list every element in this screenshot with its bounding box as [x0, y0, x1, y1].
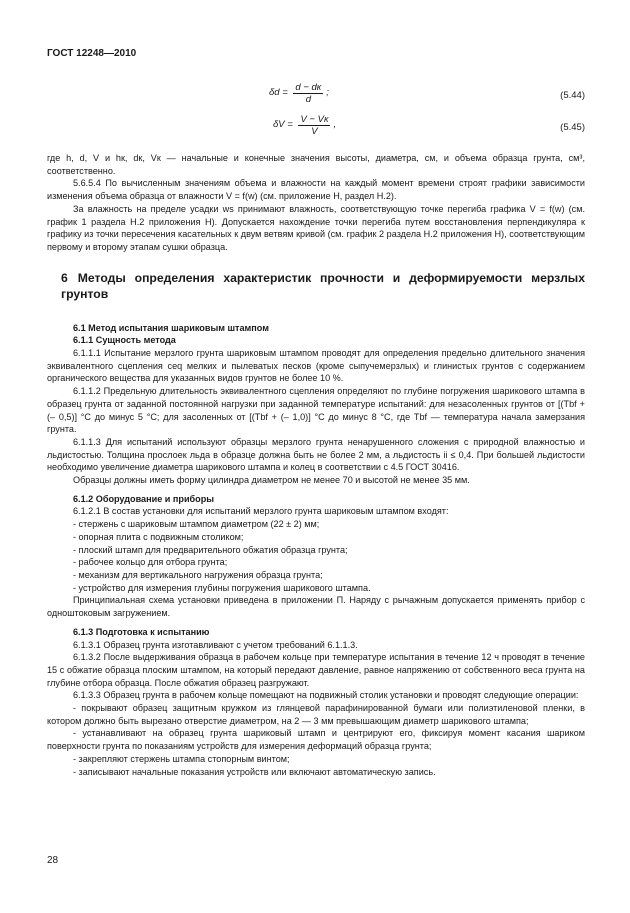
formula-numerator: d − dк: [295, 82, 322, 93]
document-page: [47, 0, 585, 913]
paragraph: Образцы должны иметь форму цилиндра диаметром не менее 70 и высотой не менее 35 мм.: [73, 475, 470, 486]
paragraph: - записывают начальные показания устройств или включают автоматическую запись.: [73, 766, 436, 777]
paragraph: где h, d, V и hк, dк, Vк — начальные и конечные значения высоты, диаметра, см, и объема образца грунта, см³, соответственно.: [47, 153, 585, 176]
subsection-heading: 6.1.2 Оборудование и приборы: [73, 493, 215, 504]
paragraph: 6.1.3.3 Образец грунта в рабочем кольце помещают на подвижный столик установки и проводят следующие операции:: [73, 690, 579, 701]
paragraph: - устройство для измерения глубины погружения шарикового штампа.: [73, 582, 371, 593]
subsection-heading: 6.1.3 Подготовка к испытанию: [73, 626, 210, 637]
section-heading: [47, 270, 585, 302]
paragraph: За влажность на пределе усадки ws принимают влажность, соответствующую точке перегиба графика V = f(w) (см. график 1 раздела Н.2 приложения Н). Допускается нахождение точки перегиба путем восстановления перпендикуляра к графику из точки пересечения касательных к двум ветвям кривой (см. график 2 раздела Н.2 приложения Н), соответствующим первому и второму этапам сушки образца.: [47, 203, 585, 252]
paragraph: 6.1.1.2 Предельную длительность эквивалентного сцепления определяют по глубине погружения шарикового штампа в образец грунта от заданной постоянной нагрузки при заданной температуре испытаний: для незасоленных грунтов от [(Tbf + (– 0,5)] °С до минус 5 °С; для засоленных от [(Tbf + (– 1,0)] °С до минус 8 °С, где Tbf — температура начала замерзания грунта.: [47, 386, 585, 435]
paragraph: - плоский штамп для предварительного обжатия образца грунта;: [73, 544, 348, 555]
paragraph: 6.1.1.1 Испытание мерзлого грунта шариковым штампом проводят для определения предельно длительного значения эквивалентного сцепления ceq мелких и пылеватых песков (кроме сыпучемерзлых) и глинистых грунтов с содержанием органического вещества для указанных видов грунтов не более 10 %.: [47, 348, 585, 384]
formula-5-45: δV = $\frac{V - Vк}{V}$ , (5.45): [273, 114, 585, 137]
subsection-heading: 6.1.1 Сущность метода: [73, 335, 176, 346]
standard-designation: ГОСТ 12248—2010: [47, 48, 137, 59]
paragraph: 6.1.2.1 В состав установки для испытаний мерзлого грунта шариковым штампом входят:: [73, 506, 449, 517]
section-title: Методы определения характеристик прочности и деформируемости мерзлых грунтов: [61, 270, 585, 301]
section-number: 6: [61, 270, 68, 285]
formula-lhs: δV: [273, 119, 285, 131]
paragraph: - рабочее кольцо для отбора грунта;: [73, 557, 228, 568]
document-text: [47, 152, 585, 778]
formula-denominator: d: [305, 94, 311, 105]
formula-5-44: δd = $\frac{d - dк}{d}$ ; (5.44): [269, 82, 585, 105]
paragraph: - механизм для вертикального нагружения образца грунта;: [73, 569, 323, 580]
subsection-heading: 6.1 Метод испытания шариковым штампом: [73, 322, 269, 333]
paragraph: Принципиальная схема установки приведена в приложении П. Наряду с рычажным допускается применять прибор с одноштоковым загружением.: [47, 595, 585, 619]
paragraph: 6.1.3.2 После выдерживания образца в рабочем кольце при температуре испытания в течение 12 ч проводят в течение 15 с обжатие образца плоским штампом, на который передают давление, равное напряжению от собственного веса грунта на глубине отбора образца. После обжатия образец разгружают.: [47, 652, 585, 688]
formula-lhs: δd: [269, 87, 280, 99]
paragraph: 6.1.1.3 Для испытаний используют образцы мерзлого грунта ненарушенного сложения с природной влажностью и льдистостью. Толщина прослоек льда в образце должна быть не более 2 мм, а льдистость ii ≤ 0,4. При большей льдистости необходимо увеличение диаметра шарикового штампа и колец в соответствии с 4.5 ГОСТ 30416.: [47, 436, 585, 473]
paragraph: - покрывают образец защитным кружком из глянцевой парафинированной бумаги или полиэтиленовой пленки, в котором должно быть вырезано отверстие диаметром, на 2 — 3 мм превышающим диаметр шарикового штампа;: [47, 703, 585, 726]
section-body: [47, 322, 585, 779]
formula-numerator: V − Vк: [300, 114, 329, 125]
paragraph: 5.6.5.4 По вычисленным значениям объема и влажности на каждый момент времени строят графики зависимости изменения объема образца от влажности V = f(w) (см. приложение Н, раздел Н.2).: [47, 178, 585, 202]
paragraph: - опорная плита с подвижным столиком;: [73, 531, 244, 542]
formula-denominator: V: [311, 126, 318, 137]
formula-number: (5.45): [560, 122, 585, 133]
formula-number: (5.44): [560, 90, 585, 101]
paragraph: 6.1.3.1 Образец грунта изготавливают с учетом требований 6.1.1.3.: [73, 639, 358, 650]
paragraph: - устанавливают на образец грунта шариковый штамп и центрируют его, фиксируя момент касания шариком поверхности грунта по показаниям устройств для измерения деформаций образца грунта;: [47, 728, 585, 752]
paragraph: - закрепляют стержень штампа стопорным винтом;: [73, 753, 290, 764]
page-number: 28: [47, 855, 59, 866]
paragraph: - стержень с шариковым штампом диаметром (22 ± 2) мм;: [73, 519, 320, 530]
